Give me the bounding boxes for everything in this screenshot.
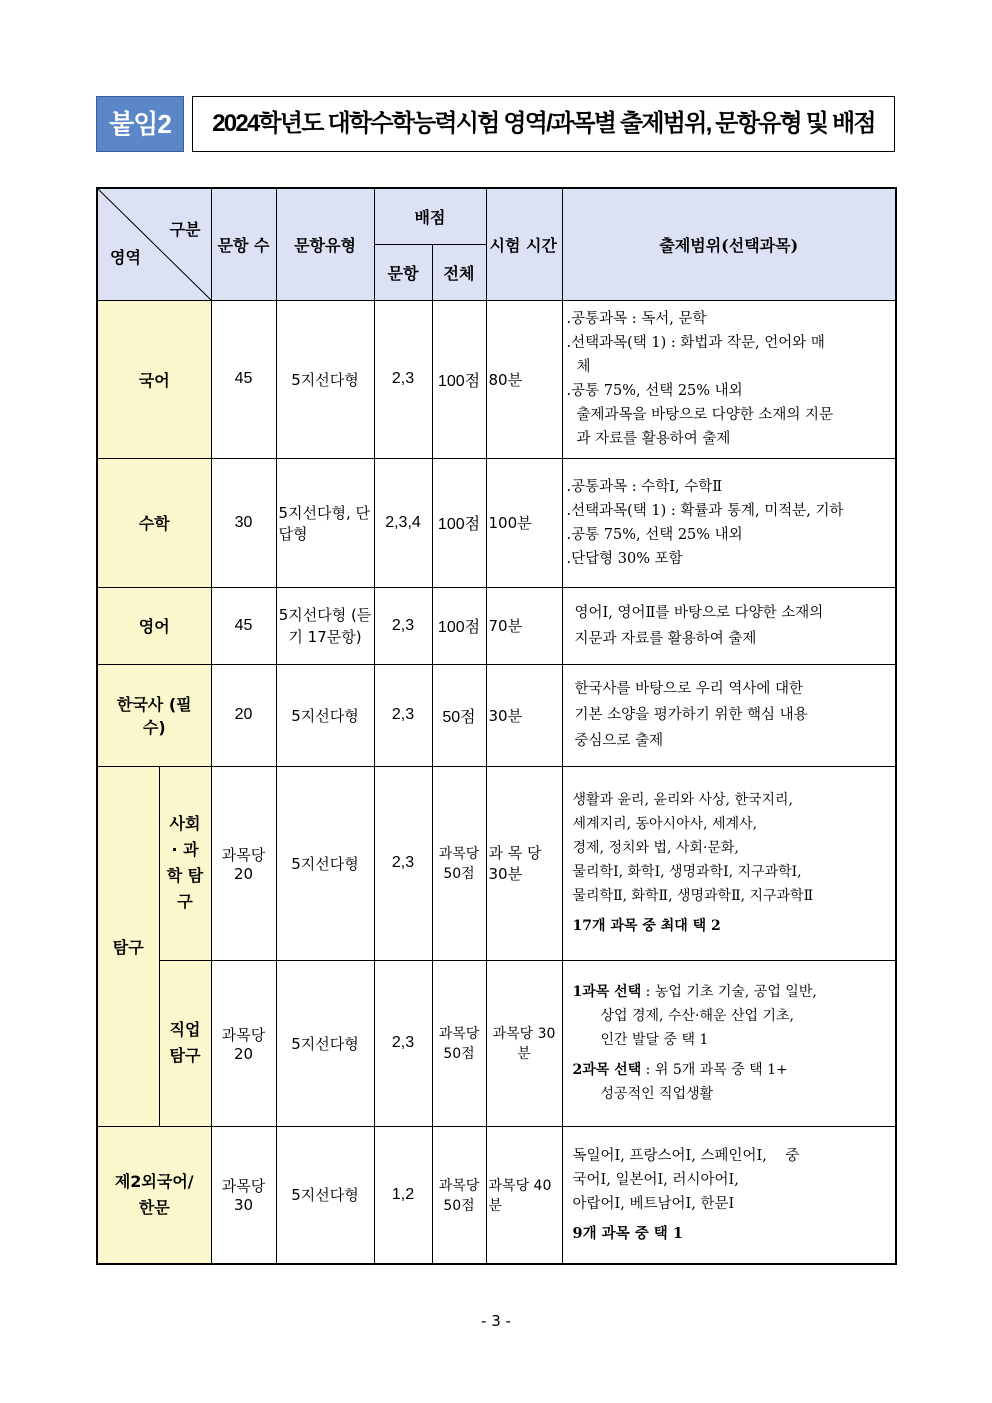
type-cell: 5지선다형 <box>276 300 374 458</box>
sub-area-vocational: 직업 탐구 <box>159 960 211 1126</box>
time-cell: 과목당 30분 <box>486 960 562 1126</box>
type-cell: 5지선다형 <box>276 664 374 766</box>
score-total-cell: 100점 <box>432 587 486 664</box>
scope-line-bold: 9개 과목 중 택 1 <box>572 1224 683 1242</box>
scope-line: .공통 75%, 선택 25% 내외 <box>566 526 743 543</box>
count-cell: 30 <box>211 458 276 587</box>
scope-line: 출제과목을 바탕으로 다양한 소재의 지문 <box>576 407 834 423</box>
area-foreign: 제2외국어/ 한문 <box>97 1126 211 1264</box>
table-row-english <box>97 587 896 664</box>
header-diagonal-cell <box>97 188 211 300</box>
count-cell: 과목당 20 <box>211 960 276 1126</box>
scope-cell <box>562 664 896 766</box>
type-cell: 5지선다형 <box>276 960 374 1126</box>
type-cell: 5지선다형 (듣기 17문항) <box>276 587 374 664</box>
score-item-cell: 2,3 <box>374 587 432 664</box>
count-cell: 45 <box>211 300 276 458</box>
score-item-cell: 2,3 <box>374 664 432 766</box>
score-item-cell: 2,3 <box>374 960 432 1126</box>
scope-cell <box>562 587 896 664</box>
score-total-cell: 과목당 50점 <box>432 960 486 1126</box>
header-type: 문항유형 <box>276 188 374 300</box>
scope-line: .공통과목 : 독서, 문학 <box>566 311 707 327</box>
time-cell: 100분 <box>486 458 562 587</box>
scope-line: 아랍어Ⅰ, 베트남어Ⅰ, 한문Ⅰ <box>572 1195 735 1212</box>
score-total-cell: 과목당 50점 <box>432 1126 486 1264</box>
header-time: 시험 시간 <box>486 188 562 300</box>
header-score-total: 전체 <box>432 244 486 300</box>
scope-line: 독일어Ⅰ, 프랑스어Ⅰ, 스페인어Ⅰ, 중 <box>572 1147 800 1164</box>
scope-line: 지문과 자료를 활용하여 출제 <box>574 630 757 647</box>
count-cell: 45 <box>211 587 276 664</box>
score-total-cell: 50점 <box>432 664 486 766</box>
score-total-cell: 과목당 50점 <box>432 766 486 960</box>
scope-cell <box>562 1126 896 1264</box>
attachment-badge: 붙임2 <box>96 96 184 152</box>
scope-line: 중심으로 출제 <box>574 733 664 749</box>
page-title: 2024학년도 대학수학능력시험 영역/과목별 출제범위, 문항유형 및 배점 <box>192 96 895 152</box>
scope-line: 물리학Ⅱ, 화학Ⅱ, 생명과학Ⅱ, 지구과학Ⅱ <box>572 888 814 904</box>
scope-line: 성공적인 직업생활 <box>600 1086 714 1102</box>
title-row <box>96 96 895 152</box>
score-item-cell: 1,2 <box>374 1126 432 1264</box>
time-cell: 과 목 당 30분 <box>486 766 562 960</box>
scope-line: 체 <box>576 359 591 375</box>
type-cell: 5지선다형, 단답형 <box>276 458 374 587</box>
scope-cell <box>562 300 896 458</box>
score-total-cell: 100점 <box>432 300 486 458</box>
scope-line: 과 자료를 활용하여 출제 <box>576 431 731 447</box>
scope-line: 국어Ⅰ, 일본어Ⅰ, 러시아어Ⅰ, <box>572 1171 739 1188</box>
area-english: 영어 <box>97 587 211 664</box>
scope-line: .공통 75%, 선택 25% 내외 <box>566 383 743 399</box>
scope-line <box>573 1058 894 1082</box>
scope-line: 한국사를 바탕으로 우리 역사에 대한 <box>574 681 804 697</box>
scope-line: 상업 경제, 수산·해운 산업 기초, <box>600 1008 794 1024</box>
score-item-cell: 2,3,4 <box>374 458 432 587</box>
scope-line <box>573 980 894 1004</box>
scope-line: 생활과 윤리, 윤리와 사상, 한국지리, <box>572 792 794 808</box>
header-score: 배점 <box>374 188 486 244</box>
scope-line: 세계지리, 동아시아사, 세계사, <box>572 816 758 832</box>
score-total-cell: 100점 <box>432 458 486 587</box>
scope-cell <box>562 766 896 960</box>
scope-line: 영어Ⅰ, 영어Ⅱ를 바탕으로 다양한 소재의 <box>574 604 824 621</box>
scope-label-bold: 2과목 선택 <box>572 1062 642 1078</box>
scope-line: .공통과목 : 수학Ⅰ, 수학Ⅱ <box>566 478 723 495</box>
scope-line-bold: 17개 과목 중 최대 택 2 <box>572 918 721 934</box>
type-cell: 5지선다형 <box>276 766 374 960</box>
table-row-history <box>97 664 896 766</box>
header-scope: 출제범위(선택과목) <box>562 188 896 300</box>
area-inquiry <box>97 766 159 1126</box>
scope-line: .선택과목(택 1) : 화법과 작문, 언어와 매 <box>566 335 825 351</box>
scope-line: 기본 소양을 평가하기 위한 핵심 내용 <box>574 707 808 723</box>
scope-cell <box>562 458 896 587</box>
count-cell: 과목당 30 <box>211 1126 276 1264</box>
time-cell: 80분 <box>486 300 562 458</box>
scope-line: 인간 발달 중 택 1 <box>600 1032 709 1048</box>
scope-label-bold: 1과목 선택 <box>572 984 642 1000</box>
scope-line: 경제, 정치와 법, 사회·문화, <box>572 840 739 856</box>
header-score-item: 문항 <box>374 244 432 300</box>
count-cell: 20 <box>211 664 276 766</box>
table-row-inquiry-social <box>97 766 896 960</box>
score-item-cell: 2,3 <box>374 766 432 960</box>
scope-line: .선택과목(택 1) : 확률과 통계, 미적분, 기하 <box>566 502 844 519</box>
scope-text: : 위 5개 과목 중 택 1+ <box>641 1062 788 1078</box>
table-row-korean <box>97 300 896 458</box>
table-row-math <box>97 458 896 587</box>
scope-text: : 농업 기초 기술, 공업 일반, <box>641 984 817 1000</box>
type-cell: 5지선다형 <box>276 1126 374 1264</box>
scope-line: .단답형 30% 포함 <box>566 550 683 567</box>
score-item-cell: 2,3 <box>374 300 432 458</box>
time-cell: 30분 <box>486 664 562 766</box>
table-row-inquiry-vocational <box>97 960 896 1126</box>
time-cell: 70분 <box>486 587 562 664</box>
area-math: 수학 <box>97 458 211 587</box>
exam-table <box>96 187 897 1265</box>
area-korean: 국어 <box>97 300 211 458</box>
page-number: - 3 - <box>481 1312 511 1330</box>
time-cell: 과목당 40분 <box>486 1126 562 1264</box>
area-inquiry-label: 탐구 <box>112 937 144 957</box>
scope-cell <box>562 960 896 1126</box>
header-gubun: 구분 <box>169 220 201 239</box>
count-cell: 과목당 20 <box>211 766 276 960</box>
area-history: 한국사 (필수) <box>97 664 211 766</box>
scope-line: 물리학Ⅰ, 화학Ⅰ, 생명과학Ⅰ, 지구과학Ⅰ, <box>572 864 802 880</box>
header-count: 문항 수 <box>211 188 276 300</box>
header-area: 영역 <box>110 248 141 267</box>
sub-area-social: 사회 · 과학 탐구 <box>159 766 211 960</box>
table-row-foreign <box>97 1126 896 1264</box>
